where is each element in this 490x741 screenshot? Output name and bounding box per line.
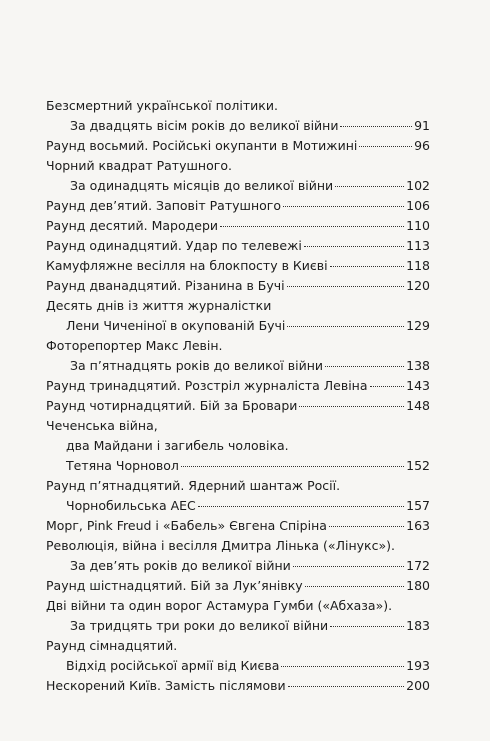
dot-leader xyxy=(330,266,405,267)
toc-entry-page: 183 xyxy=(406,618,430,633)
dot-leader xyxy=(293,566,404,567)
toc-entry xyxy=(46,256,430,276)
toc-entry xyxy=(70,616,430,636)
dot-leader xyxy=(198,506,404,507)
toc-entry-title: Чорнобильська АЕС xyxy=(66,498,196,513)
toc-entry-page: 200 xyxy=(406,678,430,693)
toc-entry-page: 96 xyxy=(414,138,430,153)
toc-entry-title: Раунд десятий. Мародери xyxy=(46,218,219,233)
dot-leader xyxy=(299,406,404,407)
toc-entry-text: два Майдани і загибель чоловіка. xyxy=(66,438,289,453)
toc-entry-title: Раунд чотирнадцятий. Бій за Бровари xyxy=(46,398,298,413)
toc-entry-title: Раунд одинадцятий. Удар по телевежі xyxy=(46,238,302,253)
toc-entry xyxy=(46,236,430,256)
dot-leader xyxy=(304,246,404,247)
toc-entry-title: За тридцять три роки до великої війни xyxy=(70,618,329,633)
dot-leader xyxy=(329,526,404,527)
toc-entry xyxy=(46,276,430,296)
toc-entry-text: Десять днів із життя журналістки xyxy=(46,298,272,313)
toc-entry-page: 143 xyxy=(406,378,430,393)
toc-entry-page: 172 xyxy=(406,558,430,573)
toc-entry-page: 129 xyxy=(406,318,430,333)
toc-entry xyxy=(66,656,430,676)
dot-leader xyxy=(370,386,405,387)
toc-entry-page: 157 xyxy=(406,498,430,513)
toc-entry xyxy=(46,136,430,156)
toc-entry-text: Чорний квадрат Ратушного. xyxy=(46,158,232,173)
toc-entry xyxy=(70,116,430,136)
dot-leader xyxy=(281,666,404,667)
toc-entry-title: Раунд шістнадцятий. Бій за Лук’янівку xyxy=(46,578,303,593)
toc-entry-page: 106 xyxy=(406,198,430,213)
toc-entry-title: Раунд дванадцятий. Різанина в Бучі xyxy=(46,278,285,293)
toc-entry-text: Чеченська війна, xyxy=(46,418,158,433)
dot-leader xyxy=(181,466,404,467)
toc-entry xyxy=(46,216,430,236)
toc-entry-title: Камуфляжне весілля на блокпосту в Києві xyxy=(46,258,328,273)
toc-entry-title: За одинадцять місяців до великої війни xyxy=(70,178,334,193)
dot-leader xyxy=(325,366,404,367)
toc-entry-page: 91 xyxy=(414,118,430,133)
toc-entry-page: 163 xyxy=(406,518,430,533)
toc-entry-page: 102 xyxy=(406,178,430,193)
toc-entry xyxy=(46,676,430,696)
toc-entry-title: Раунд восьмий. Російські окупанти в Мотижині xyxy=(46,138,358,153)
dot-leader xyxy=(287,326,404,327)
toc-entry-page: 152 xyxy=(406,458,430,473)
toc-entry-title: Раунд тринадцятий. Розстріл журналіста Левіна xyxy=(46,378,368,393)
toc-entry xyxy=(70,556,430,576)
toc-entry xyxy=(70,356,430,376)
toc-entry xyxy=(46,576,430,596)
toc-entry-page: 180 xyxy=(406,578,430,593)
toc-entry xyxy=(46,376,430,396)
toc-entry-page: 148 xyxy=(406,398,430,413)
toc-entry-title: За дев’ять років до великої війни xyxy=(70,558,291,573)
dot-leader xyxy=(305,586,404,587)
dot-leader xyxy=(330,626,404,627)
toc-entry xyxy=(70,176,430,196)
toc-entry-page: 110 xyxy=(406,218,430,233)
toc-entry xyxy=(66,316,430,336)
toc-entry xyxy=(46,196,430,216)
dot-leader xyxy=(220,226,404,227)
toc-entry-text: Дві війни та один ворог Астамура Гумби («Абхаза»). xyxy=(46,598,393,613)
toc-entry-text: Раунд п’ятнадцятий. Ядерний шантаж Росії. xyxy=(46,478,341,493)
dot-leader xyxy=(335,186,404,187)
toc-entry xyxy=(46,516,430,536)
toc-entry-title: Морг, Pink Freud і «Бабель» Євгена Спіріна xyxy=(46,518,327,533)
toc-entry xyxy=(66,456,430,476)
toc-entry-text: Фоторепортер Макс Левін. xyxy=(46,338,223,353)
toc-entry-page: 120 xyxy=(406,278,430,293)
toc-entry-text: Безсмертний української політики. xyxy=(46,98,278,113)
toc-entry-title: За двадцять вісім років до великої війни xyxy=(70,118,339,133)
toc-entry-title: Тетяна Чорновол xyxy=(66,458,179,473)
dot-leader xyxy=(340,126,412,127)
toc-entry-text: Раунд сімнадцятий. xyxy=(46,638,178,653)
dot-leader xyxy=(288,686,405,687)
dot-leader xyxy=(287,286,405,287)
toc-entry-page: 193 xyxy=(406,658,430,673)
toc-entry-page: 138 xyxy=(406,358,430,373)
toc-entry-page: 118 xyxy=(406,258,430,273)
toc-entry-title: За п’ятнадцять років до великої війни xyxy=(70,358,324,373)
toc-entry-title: Нескорений Київ. Замість післямови xyxy=(46,678,286,693)
dot-leader xyxy=(359,146,412,147)
toc-entry xyxy=(66,496,430,516)
toc-entry xyxy=(46,396,430,416)
toc-entry-title: Раунд дев’ятий. Заповіт Ратушного xyxy=(46,198,281,213)
toc-entry-text: Революція, війна і весілля Дмитра Лінька («Лінукс»). xyxy=(46,538,395,553)
toc-entry-title: Лени Чиченіної в окупованій Бучі xyxy=(66,318,286,333)
toc-entry-page: 113 xyxy=(406,238,430,253)
toc-entry-title: Відхід російської армії від Києва xyxy=(66,658,280,673)
dot-leader xyxy=(283,206,404,207)
